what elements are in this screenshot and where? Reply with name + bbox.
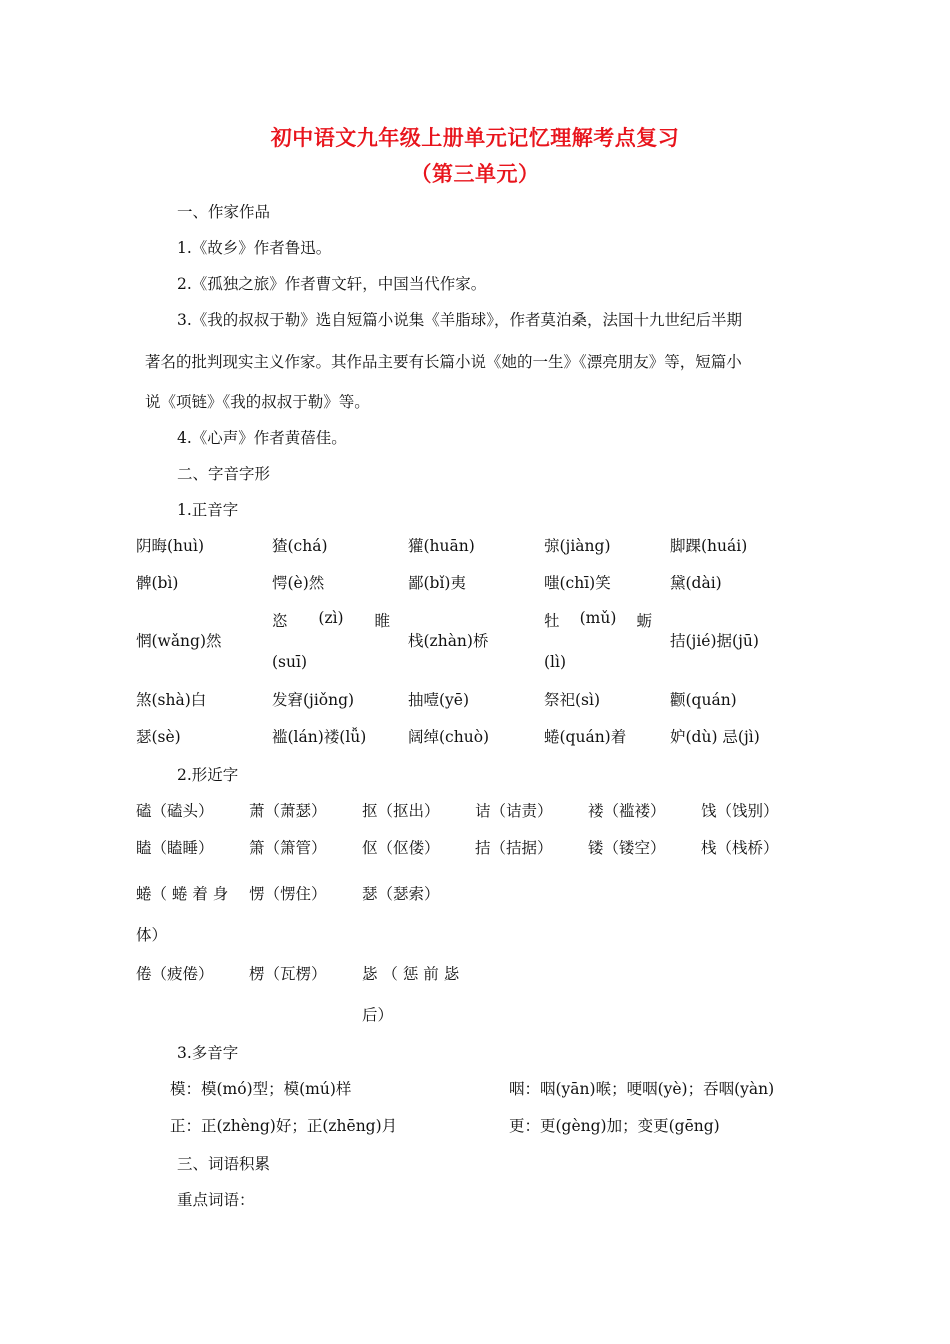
pronunciation-wrap: (lì) — [544, 653, 567, 671]
paragraph: 著名的批判现实主义作家。其作品主要有长篇小说《她的一生》《漂亮朋友》等，短篇小 — [145, 353, 742, 371]
similar-char-cell: 褛（褴褛） — [588, 802, 666, 820]
similar-char-cell: 蜷（ 蜷 着 身 — [136, 885, 229, 903]
pronunciation-fragment: 睢 — [374, 612, 390, 630]
similar-char-cell: 瑟（瑟索） — [362, 885, 440, 903]
polyphone-item: 模：模(mó)型；模(mú)样 — [170, 1080, 352, 1098]
pronunciation-cell: 嗤(chī)笑 — [544, 574, 611, 592]
pronunciation-cell: 煞(shà)白 — [136, 691, 207, 709]
similar-char-cell: 抠（抠出） — [362, 802, 440, 820]
similar-char-cell: 诘（诘责） — [475, 802, 553, 820]
pronunciation-cell: 妒(dù) 忌(jì) — [670, 728, 760, 746]
pronunciation-fragment: 恣 — [272, 612, 288, 630]
similar-char-cell: 拮（拮据） — [475, 839, 553, 857]
similar-char-cell: 瞌（瞌睡） — [136, 839, 214, 857]
similar-char-cell: 楞（瓦楞） — [249, 965, 327, 983]
subsection-heading: 3.多音字 — [177, 1044, 239, 1062]
similar-char-cell-wrap: 后） — [362, 1006, 394, 1024]
section-heading: 三、词语积累 — [177, 1155, 271, 1173]
pronunciation-cell: 髀(bì) — [136, 574, 179, 592]
paragraph: 3.《我的叔叔于勒》选自短篇小说集《羊脂球》，作者莫泊桑，法国十九世纪后半期 — [177, 311, 743, 329]
document-title: 初中语文九年级上册单元记忆理解考点复习 — [270, 125, 680, 150]
similar-char-cell: 箫（箫管） — [249, 839, 327, 857]
pronunciation-cell: 颧(quán) — [670, 691, 737, 709]
polyphone-item: 更：更(gèng)加；变更(gēng) — [509, 1117, 720, 1135]
similar-char-cell: 镂（镂空） — [588, 839, 666, 857]
pronunciation-cell: 鄙(bǐ)夷 — [408, 574, 466, 592]
pronunciation-fragment: 蛎 — [636, 612, 652, 630]
similar-char-cell: 磕（磕头） — [136, 802, 214, 820]
pronunciation-cell: 蜷(quán)着 — [544, 728, 627, 746]
pronunciation-cell: 阴晦(huì) — [136, 537, 205, 555]
paragraph: 1.《故乡》作者鲁迅。 — [177, 239, 332, 257]
pronunciation-cell: 獾(huān) — [408, 537, 475, 555]
similar-char-cell-wrap: 体） — [136, 926, 168, 944]
pronunciation-cell — [544, 609, 652, 671]
similar-char-cell: 毖 （ 惩 前 毖 — [362, 965, 460, 983]
paragraph: 4.《心声》作者黄蓓佳。 — [177, 429, 347, 447]
pronunciation-cell: 愕(è)然 — [272, 574, 325, 592]
similar-char-cell: 萧（萧瑟） — [249, 802, 327, 820]
pronunciation-cell: 褴(lán)褛(lǚ) — [272, 728, 367, 746]
document-subtitle: （第三单元） — [410, 161, 540, 186]
similar-char-cell: 饯（饯别） — [701, 802, 779, 820]
section-heading: 一、作家作品 — [177, 203, 271, 221]
pronunciation-fragment: (mǔ) — [579, 609, 617, 627]
pronunciation-cell: 拮(jié)据(jū) — [670, 632, 759, 650]
similar-char-cell: 伛（伛偻） — [362, 839, 440, 857]
pronunciation-cell: 瑟(sè) — [136, 728, 181, 746]
pronunciation-cell: 弶(jiàng) — [544, 537, 611, 555]
pronunciation-cell: 惘(wǎng)然 — [136, 632, 222, 650]
pronunciation-cell: 发窘(jiǒng) — [272, 691, 355, 709]
paragraph: 说《项链》《我的叔叔于勒》等。 — [145, 393, 370, 411]
similar-char-cell: 栈（栈桥） — [701, 839, 779, 857]
pronunciation-fragment: (zì) — [318, 609, 344, 627]
pronunciation-cell: 栈(zhàn)桥 — [408, 632, 489, 650]
pronunciation-fragment: 牡 — [544, 612, 560, 630]
similar-char-cell: 倦（疲倦） — [136, 965, 214, 983]
pronunciation-cell: 祭祀(sì) — [544, 691, 601, 709]
pronunciation-cell: 黛(dài) — [670, 574, 722, 592]
pronunciation-cell: 抽噎(yē) — [408, 691, 470, 709]
similar-char-cell: 愣（愣住） — [249, 885, 327, 903]
pronunciation-wrap: (suī) — [272, 653, 307, 671]
subsection-heading: 1.正音字 — [177, 501, 239, 519]
polyphone-item: 咽：咽(yān)喉；哽咽(yè)；吞咽(yàn) — [509, 1080, 775, 1098]
paragraph: 2.《孤独之旅》作者曹文轩，中国当代作家。 — [177, 275, 487, 293]
polyphone-item: 正：正(zhèng)好；正(zhēng)月 — [170, 1117, 398, 1135]
pronunciation-cell: 猹(chá) — [272, 537, 328, 555]
pronunciation-cell — [272, 609, 390, 671]
pronunciation-cell: 脚踝(huái) — [670, 537, 748, 555]
subsection-heading: 2.形近字 — [177, 766, 239, 784]
section-heading: 二、字音字形 — [177, 465, 271, 483]
pronunciation-cell: 阔绰(chuò) — [408, 728, 490, 746]
subsection-heading: 重点词语： — [177, 1191, 255, 1209]
